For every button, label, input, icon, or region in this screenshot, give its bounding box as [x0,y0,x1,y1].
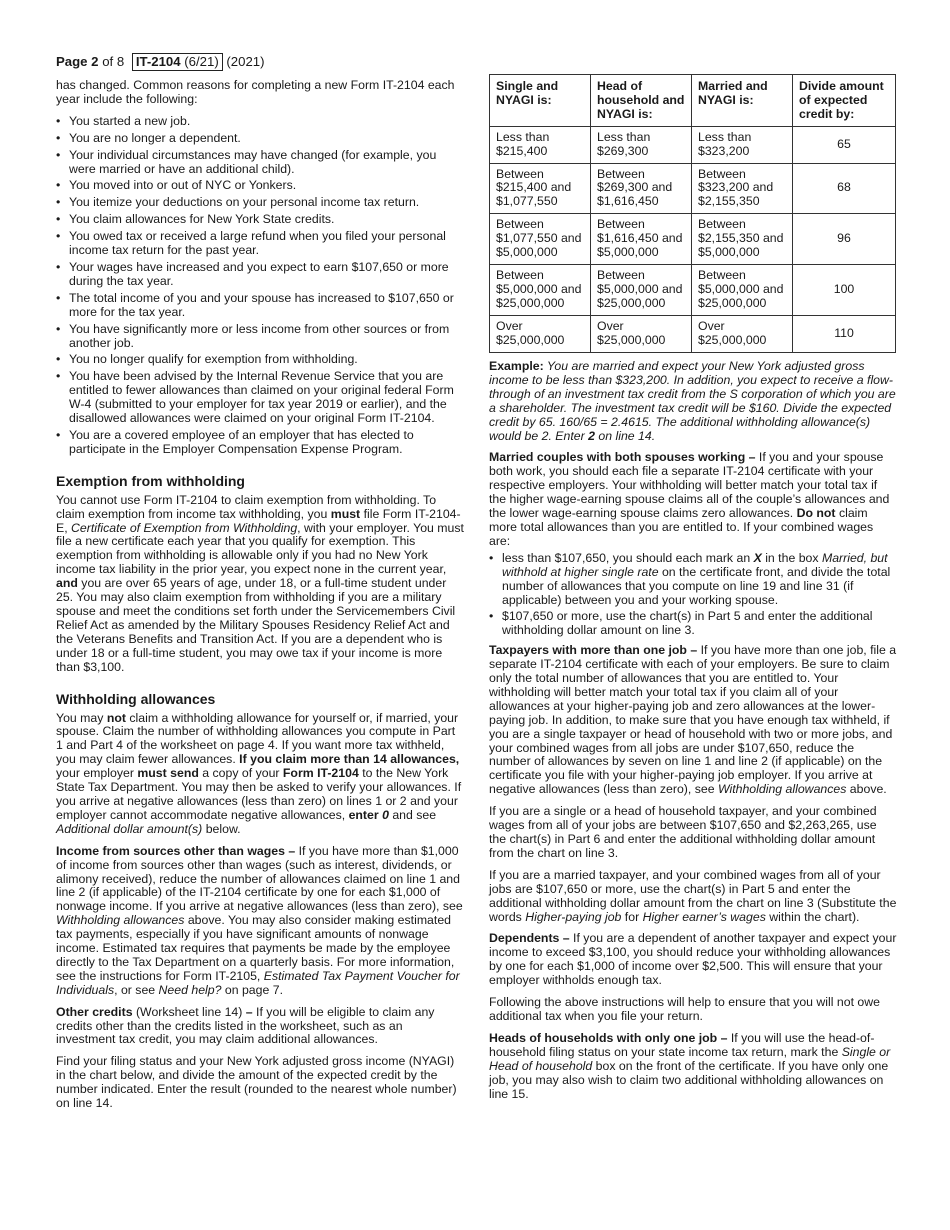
text-run: above. You may also consider making estimated tax payments, especially if you have significant amounts of nonwage income. Estimated tax requires that payments be made by the employee directly to the Tax Department on a quarterly basis. For more information, see the instructions for Form IT-2105, [56,913,455,983]
table-row [490,163,896,214]
list-item [489,552,897,608]
text-run: Other credits [56,1004,133,1019]
text-run: claim more total allowances than you are entitled to. If your combined wages are: [489,506,874,548]
text-run: Withholding allowances [717,782,847,797]
text-run: Single or Head of household [489,1044,891,1073]
text-run: claim a withholding allowance for yourself or, if married, your spouse. Claim the number of withholding allowances you compute in Part 1 and Part 4 of the worksheet on page 4. If you want more tax withheld, you may claim fewer allowances. [56,710,459,767]
page-number: Page 2 [56,54,99,69]
list-item: • You moved into or out of NYC or Yonkers. [56,179,464,193]
text-run: 2 [588,428,595,443]
text-run: If you are a married taxpayer, and your combined wages from all of your jobs are $107,650 or more, use the chart(s) in Part 5 and enter the additional withholding dollar amount from the chart on line 3 (Substitute the words [489,867,897,924]
reasons-list [56,115,464,457]
text-run: must send [137,766,199,781]
text-run: box on the front of the certificate. If you have only one job, you may also wish to claim two additional withholding allowances on line 15. [489,1058,889,1101]
withholding-text [56,712,464,837]
text-run: in the box [761,550,822,565]
list-item: • $107,650 or more, use the chart(s) in Part 5 and enter the additional withholding dollar amount on line 3. [489,610,897,638]
form-revision: (6/21) [180,54,219,69]
list-item: • You claim allowances for New York State credits. [56,213,464,227]
text-run: a copy of your [198,766,283,781]
text-run: enter [348,807,383,822]
text-run: If you will be eligible to claim any credits other than the credits listed in the worksheet, such as an investment tax credit, you may claim additional allowances. [56,1004,435,1047]
list-item: • You owed tax or received a large refund when you filed your personal income tax return for the past year. [56,230,464,258]
text-run: Need help? [158,982,222,997]
text-run: above. [846,782,887,797]
table-cell: Between $5,000,000 and $25,000,000 [591,264,692,315]
column-header: Married and NYAGI is: [692,75,793,127]
table-cell: 65 [793,126,896,163]
dependents-text [489,932,897,988]
following-text: Following the above instructions will help to ensure that you will not owe additional tax when you file your return. [489,995,880,1023]
single-hoh-text: If you are a single or a head of household taxpayer, and your combined wages from all of your jobs are between $107,650 and $2,263,265, use the chart(s) in Part 6 and enter the additional withholding dollar amount from the chart on line 3. [489,804,877,860]
other-credits-text [56,1006,464,1048]
text-run: Withholding allowances [56,913,185,928]
married-taxpayer-text [489,869,897,925]
list-item: • You are a covered employee of an employer that has elected to participate in the Employer Compensation Expense Program. [56,429,464,457]
text-run: 0 [382,807,389,822]
text-run: Dependents – [489,931,570,946]
text-run: You may [56,710,107,725]
text-run: on the certificate front, and divide the total number of allowances that you compute on line 19 and line 31 (if applicable) between you and your working spouse. [502,564,891,607]
text-run: for [621,909,643,924]
table-cell: 110 [793,315,896,352]
text-run: Do not [796,506,836,521]
text-run: to the New York State Tax Department. You may then be asked to verify your allowances. If you arrive at negative allowances (less than zero) on lines 1 or 2 and your employer cannot accommodate negative allowances, [56,766,462,822]
text-run: If you have more than $1,000 of income from sources other than wages (such as interest, dividends, or alimony received), reduce the number of allowances claimed on line 1 and line 2 (if applicable) of the IT-2104 certificate by one for each $1,000 of nonwage income. If you arrive at negative allowances (less than zero), see [56,843,463,914]
text-run: , with your employer. You must file a new certificate each year that you qualify for exemption. This exemption from withholding is allowable only if you had no New York income tax liability in the prior year, you expect none in the current year, [56,520,464,577]
table-cell: Over $25,000,000 [591,315,692,352]
page-header [56,53,265,71]
table-row [490,315,896,352]
table-cell: Over $25,000,000 [490,315,591,352]
text-run: Estimated Tax Payment Voucher for Individuals [56,968,460,997]
text-run: you are over 65 years of age, under 18, or a full-time student under 25. You may also claim exemption from withholding if you are a military spouse and meet the conditions set forth under the Servicemembers Civil Relief Act as amended by the Military Spouses Residency Relief Act and the Veterans Benefits and Transition Act. If you are a dependent who is under 18 or a full-time student, you may owe tax if your income is more than $3,100. [56,576,456,674]
text-run: X [753,550,762,565]
text-run: Heads of households with only one job – [489,1030,728,1045]
tax-year: (2021) [226,54,265,69]
text-run: If you claim more than 14 allowances, [239,752,460,767]
list-item: • You are no longer a dependent. [56,132,464,146]
text-run: Income from sources other than wages – [56,843,296,858]
text-run: If you will use the head-of-household filing status on your state income tax return, mark the [489,1030,875,1059]
text-run: file Form IT-2104-E, [56,506,461,535]
text-run: must [330,506,361,521]
table-cell: Less than $215,400 [490,126,591,163]
table-row [490,126,896,163]
list-item: • You have significantly more or less income from other sources or from another job. [56,323,464,351]
text-run: Higher earner’s wages [642,909,766,924]
text-run: Married couples with both spouses working – [489,450,756,465]
intro-text: has changed. Common reasons for completing a new Form IT-2104 each year include the following: [56,78,455,106]
page-count: of 8 [98,54,125,69]
table-cell: Less than $269,300 [591,126,692,163]
column-header: Single and NYAGI is: [490,75,591,127]
withholding-heading: Withholding allowances [56,690,216,707]
text-run: below. [202,821,241,836]
column-header: Divide amount of expected credit by: [793,75,896,127]
list-item: • The total income of you and your spouse has increased to $107,650 or more for the tax year. [56,292,464,320]
table-cell: Between $215,400 and $1,077,550 [490,163,591,214]
text-run: not [106,710,126,725]
list-item: • You have been advised by the Internal Revenue Service that you are entitled to fewer allowances than claimed on your original federal Form W-4 (submitted to your employer for tax year 2019 or earlier), and the disallowed allowances were claimed on your original Form IT-2104. [56,370,464,426]
table-cell: Between $1,616,450 and $5,000,000 [591,214,692,265]
text-run: Certificate of Exemption from Withholding [71,520,298,535]
list-item: • You itemize your deductions on your personal income tax return. [56,196,464,210]
multiple-jobs-text [489,644,897,797]
text-run: within the chart). [765,909,860,924]
text-run: If you have more than one job, file a separate IT-2104 certificate with each of your employers. Be sure to claim only the total number of allowances that you are entitled to. Your withholding will better match your total tax if you claim all of your allowances at your higher-paying job and zero allowances at the lower-paying job. In addition, to make sure that you have enough tax withheld, if you are a single taxpayer or head of household with two or more jobs, and your combined wages from all jobs are under $107,650, reduce the number of allowances by seven on line 1 and line 2 (if applicable) on the certificate you file with your higher-paying job employer. If you arrive at negative allowances (less than zero), see [489,643,897,797]
hoh-one-job-text [489,1032,897,1102]
text-run: and [56,576,78,591]
text-run: on page 7. [221,982,283,997]
text-run: If you and your spouse both work, you should each file a separate IT-2104 certificate with your respective employers. Your withholding will better match your total tax if the higher wage-earning spouse claims all of the couple’s allowances and the lower wage-earning spouse claims zero allowances. [489,450,890,521]
table-cell: 68 [793,163,896,214]
table-cell: Less than $323,200 [692,126,793,163]
example-text [489,360,897,443]
table-cell: Between $269,300 and $1,616,450 [591,163,692,214]
table-row [490,264,896,315]
table-cell: Between $5,000,000 and $25,000,000 [692,264,793,315]
exemption-heading: Exemption from withholding [56,472,245,489]
text-run: Taxpayers with more than one job – [489,643,698,658]
text-run: If you are a dependent of another taxpayer and expect your income to exceed $3,100, you should reduce your withholding allowances by one for each $1,000 of income over $2,500. This will ensure that your employer withholds enough tax. [489,931,897,988]
left-column [56,79,464,1119]
text-run: You cannot use Form IT-2104 to claim exemption from withholding. To claim exemption from income tax withholding, you [56,492,437,521]
text-run: Married, but withhold at higher single rate [502,550,888,579]
table-row [490,214,896,265]
married-couples-text [489,451,897,548]
right-column [489,360,897,1109]
text-run: – [245,1004,253,1019]
form-id-box [132,53,223,71]
text-run: on line 14. [594,428,656,443]
table-cell: Between $2,155,350 and $5,000,000 [692,214,793,265]
table-cell: 96 [793,214,896,265]
table-cell: Between $5,000,000 and $25,000,000 [490,264,591,315]
column-header: Head of household and NYAGI is: [591,75,692,127]
text-run: Example: [489,359,544,373]
text-run: Form IT-2104 [282,766,359,781]
nonwage-text [56,845,464,998]
form-id: IT-2104 [135,54,181,69]
table-cell: Between $1,077,550 and $5,000,000 [490,214,591,265]
table-cell: Between $323,200 and $2,155,350 [692,163,793,214]
text-run: your employer [56,766,138,781]
table-cell: 100 [793,264,896,315]
credit-divisor-table [489,74,896,353]
text-run: You are married and expect your New York adjusted gross income to be less than $323,200. In addition, you expect to receive a flow-through of an investment tax credit from the S corporation of which you are a shareholder. The investment tax credit will be $160. Divide the expected credit by 65. 160/65 = 2.4615. The additional withholding allowance(s) would be 2. Enter [489,359,896,443]
list-item: • Your wages have increased and you expect to earn $107,650 or more during the tax year. [56,261,464,289]
list-item: • You no longer qualify for exemption from withholding. [56,353,464,367]
list-item: • You started a new job. [56,115,464,129]
text-run: Higher-paying job [525,909,622,924]
table-cell: Over $25,000,000 [692,315,793,352]
text-run: Additional dollar amount(s) [56,821,203,836]
text-run: (Worksheet line 14) [132,1004,246,1019]
table-header-row [490,75,896,127]
text-run: and see [388,807,437,822]
exemption-text [56,494,464,675]
list-item: • Your individual circumstances may have changed (for example, you were married or have an additional child). [56,149,464,177]
find-status-text: Find your filing status and your New York adjusted gross income (NYAGI) in the chart below, and divide the amount of the expected credit by the number indicated. Enter the result (rounded to the nearest whole number) on line 14. [56,1054,457,1111]
combined-wages-list [489,552,897,638]
text-run: less than $107,650, you should each mark an [502,550,754,565]
text-run: , or see [114,982,159,997]
